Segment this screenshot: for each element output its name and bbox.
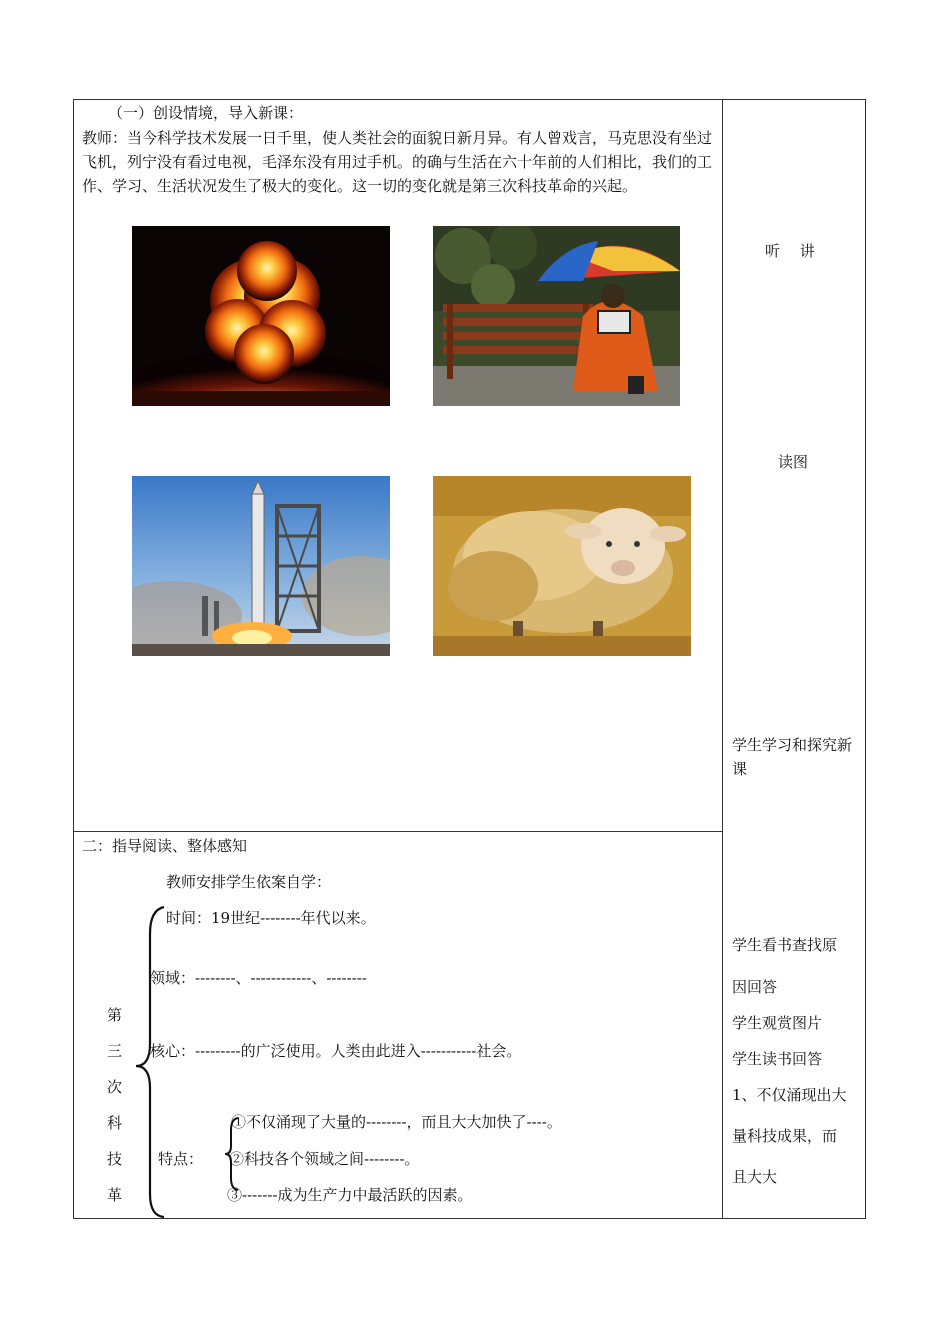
side-read-image: 读图 [778,453,809,471]
row-divider [73,831,723,832]
core-row: 核心：---------的广泛使用。人类由此进入-----------社会。 [150,1042,522,1060]
table-top-border [73,99,866,100]
vertical-title-1: 第 [107,1006,123,1024]
table-right-border [865,99,866,1219]
section2-heading: 二：指导阅读、整体感知 [82,837,248,855]
time-row: 时间：19世纪--------年代以来。 [166,909,376,927]
bench-image-icon [433,226,680,406]
rocket-image-icon [132,476,390,656]
field-row: 领域：--------、------------、-------- [150,969,367,987]
side2-line1: 学生看书查找原 [732,936,838,954]
table-left-border [73,99,74,1219]
section1-body: 教师：当今科学技术发展一日千里，使人类社会的面貌日新月异。有人曾戏言，马克思没有坐过飞机，列宁没有看过电视，毛泽东没有用过手机。的确与生活在六十年前的人们相比，我们的工作、学习、生活状况发生了极大的变化。这一切的变化就是第三次科技革命的兴起。 [82,129,713,195]
side2-line7: 且大大 [732,1168,778,1186]
feature-1: ①不仅涌现了大量的--------，而且大大加快了----。 [231,1113,562,1131]
vertical-title-4: 科 [107,1114,123,1132]
side2-line5: 1、不仅涌现出大 [732,1086,847,1104]
column-divider [722,99,723,1219]
vertical-title-3: 次 [107,1078,123,1096]
side2-line2: 因回答 [732,978,778,996]
explosion-photo [132,226,390,406]
rocket-launch-photo [132,476,390,656]
side-listen: 听 讲 [765,242,815,260]
sheep-image-icon [433,476,691,656]
vertical-title-2: 三 [107,1042,123,1060]
feature-2: ②科技各个领域之间--------。 [229,1150,420,1168]
side2-line6: 量科技成果，而 [732,1127,838,1145]
side2-line3: 学生观赏图片 [732,1014,823,1032]
table-bottom-border [73,1218,866,1219]
bench-umbrella-photo [433,226,680,406]
section1-heading: （一）创设情境，导入新课： [108,104,304,122]
sheep-photo [433,476,691,656]
feature-3: ③-------成为生产力中最活跃的因素。 [227,1186,473,1204]
feature-label: 特点： [158,1150,204,1168]
side-study: 学生学习和探究新课 [732,736,853,778]
vertical-title-6: 革 [107,1186,123,1204]
side2-line4: 学生读书回答 [732,1050,823,1068]
section2-intro: 教师安排学生依案自学： [166,873,332,891]
large-brace-icon [132,904,172,1220]
explosion-image-icon [132,226,390,406]
vertical-title-5: 技 [107,1150,123,1168]
